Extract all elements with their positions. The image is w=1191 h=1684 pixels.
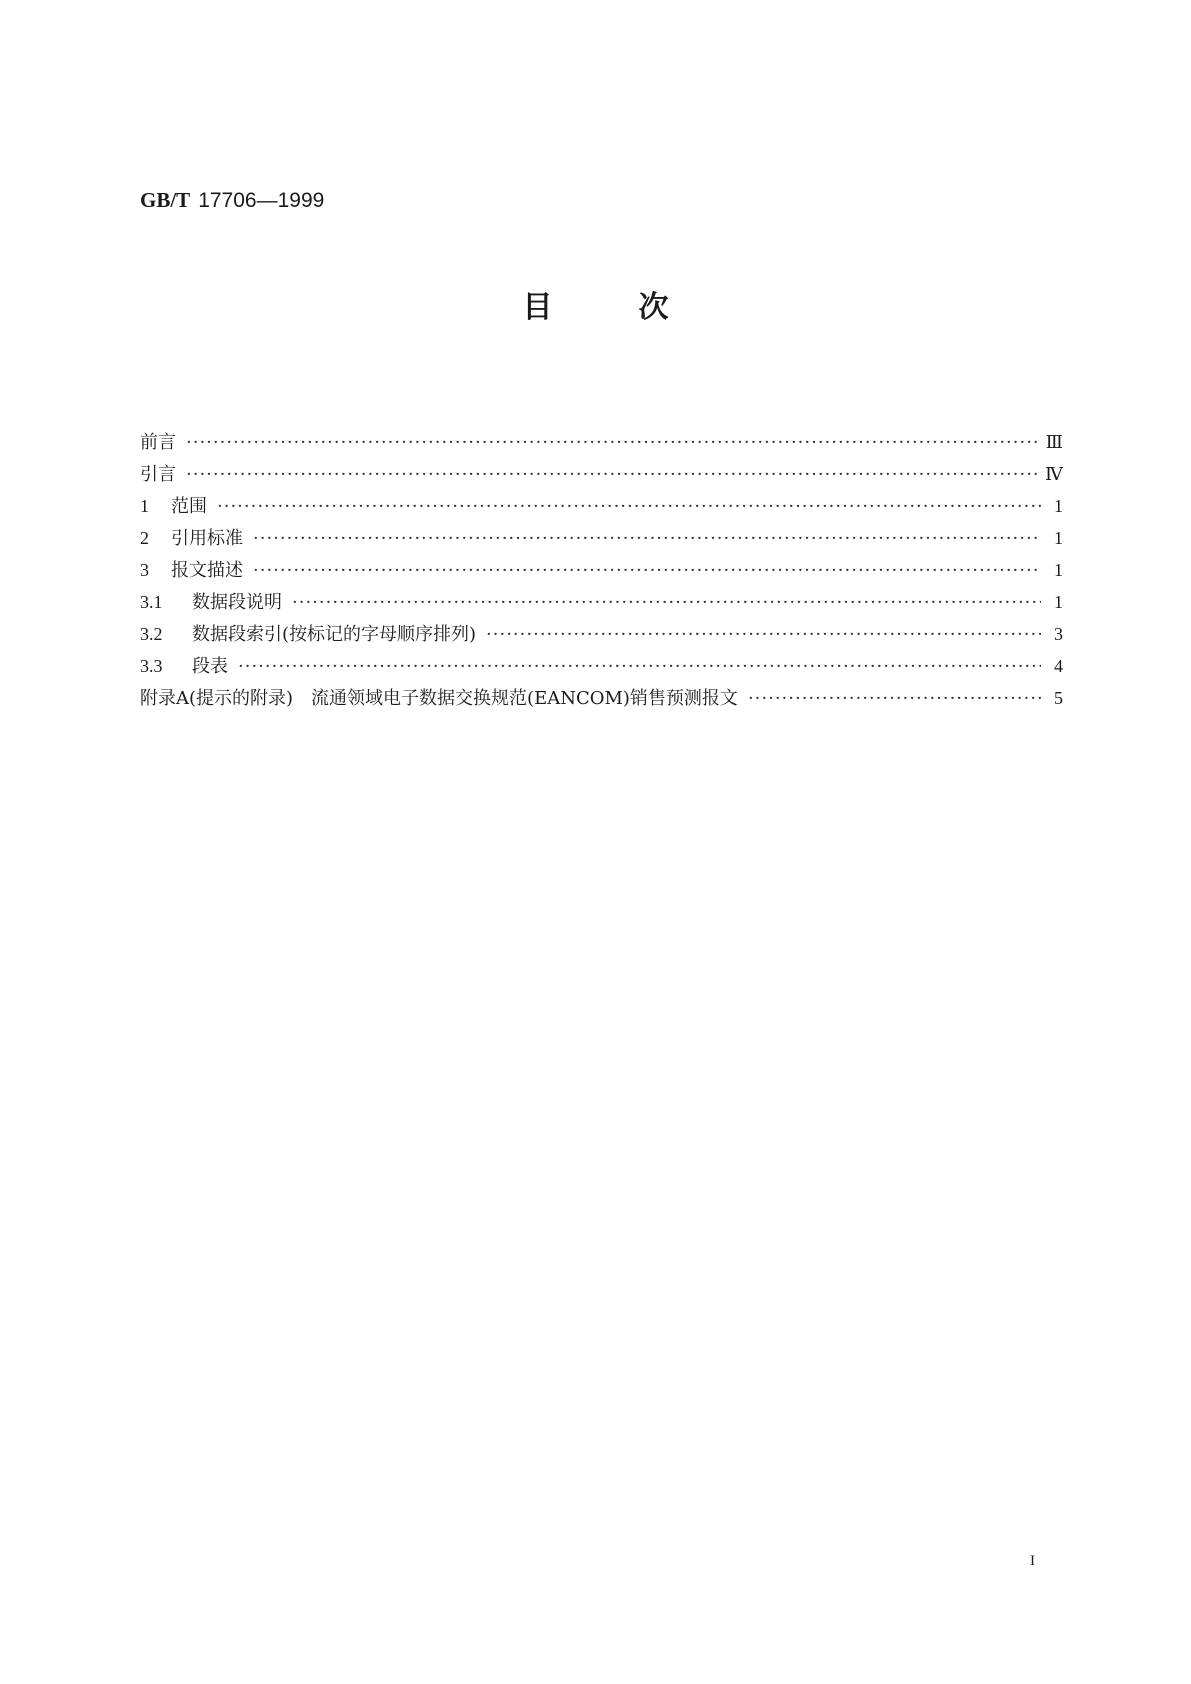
toc-entry-label	[140, 684, 738, 710]
toc-leader-dots	[238, 656, 1041, 677]
toc-entry-message-description[interactable]	[140, 556, 1063, 588]
toc-leader-dots	[486, 624, 1041, 645]
toc-entry-segment-table[interactable]	[140, 652, 1063, 684]
toc-entry-page: Ⅲ	[1045, 432, 1063, 452]
toc-entry-title: 引用标准	[171, 528, 243, 549]
toc-leader-dots	[217, 496, 1041, 517]
toc-entry-title: 前言	[140, 432, 176, 453]
standard-number: 17706—1999	[198, 189, 325, 212]
table-of-contents	[140, 428, 1063, 716]
toc-entry-number: 1	[140, 496, 149, 516]
toc-entry-introduction[interactable]	[140, 460, 1063, 492]
toc-leader-dots	[186, 432, 1038, 453]
toc-entry-page: 1	[1054, 560, 1063, 580]
toc-entry-label	[140, 492, 207, 518]
toc-entry-title: 报文描述	[171, 560, 243, 581]
toc-entry-page: 1	[1054, 496, 1063, 516]
toc-entry-title: 数据段索引(按标记的字母顺序排列)	[192, 624, 477, 645]
toc-leader-dots	[253, 560, 1041, 581]
toc-entry-appendix-a[interactable]	[140, 684, 1063, 716]
toc-entry-label	[140, 428, 176, 454]
toc-leader-dots	[748, 688, 1041, 709]
toc-entry-segment-description[interactable]	[140, 588, 1063, 620]
standard-prefix: GB/T	[140, 188, 191, 212]
toc-leader-dots	[186, 464, 1037, 485]
toc-entry-title: 附录A(提示的附录) 流通领域电子数据交换规范(EANCOM)销售预测报文	[140, 688, 738, 709]
page-number: I	[1030, 1553, 1035, 1569]
toc-entry-label	[140, 460, 176, 486]
toc-entry-label	[140, 556, 243, 582]
toc-entry-number: 3.3	[140, 656, 163, 676]
toc-entry-label	[140, 524, 243, 550]
toc-entry-page: 4	[1054, 656, 1063, 676]
toc-entry-label	[140, 588, 282, 614]
toc-entry-page: 3	[1054, 624, 1063, 644]
toc-entry-foreword[interactable]	[140, 428, 1063, 460]
page-title: 目次	[522, 290, 755, 325]
toc-entry-title: 数据段说明	[192, 592, 282, 613]
toc-entry-scope[interactable]	[140, 492, 1063, 524]
toc-entry-references[interactable]	[140, 524, 1063, 556]
toc-entry-title: 引言	[140, 464, 176, 485]
standard-code	[140, 188, 324, 213]
toc-leader-dots	[292, 592, 1041, 613]
toc-entry-title: 段表	[192, 656, 228, 677]
toc-entry-label	[140, 620, 476, 646]
toc-entry-page: Ⅳ	[1045, 464, 1063, 484]
toc-entry-page: 5	[1054, 688, 1063, 708]
toc-entry-number: 3.2	[140, 624, 163, 644]
toc-entry-segment-index[interactable]	[140, 620, 1063, 652]
toc-entry-page: 1	[1054, 528, 1063, 548]
toc-entry-number: 3.1	[140, 592, 163, 612]
toc-entry-number: 2	[140, 528, 149, 548]
toc-entry-number: 3	[140, 560, 149, 580]
toc-leader-dots	[253, 528, 1041, 549]
toc-entry-title: 范围	[171, 496, 207, 517]
toc-entry-page: 1	[1054, 592, 1063, 612]
toc-entry-label	[140, 652, 228, 678]
